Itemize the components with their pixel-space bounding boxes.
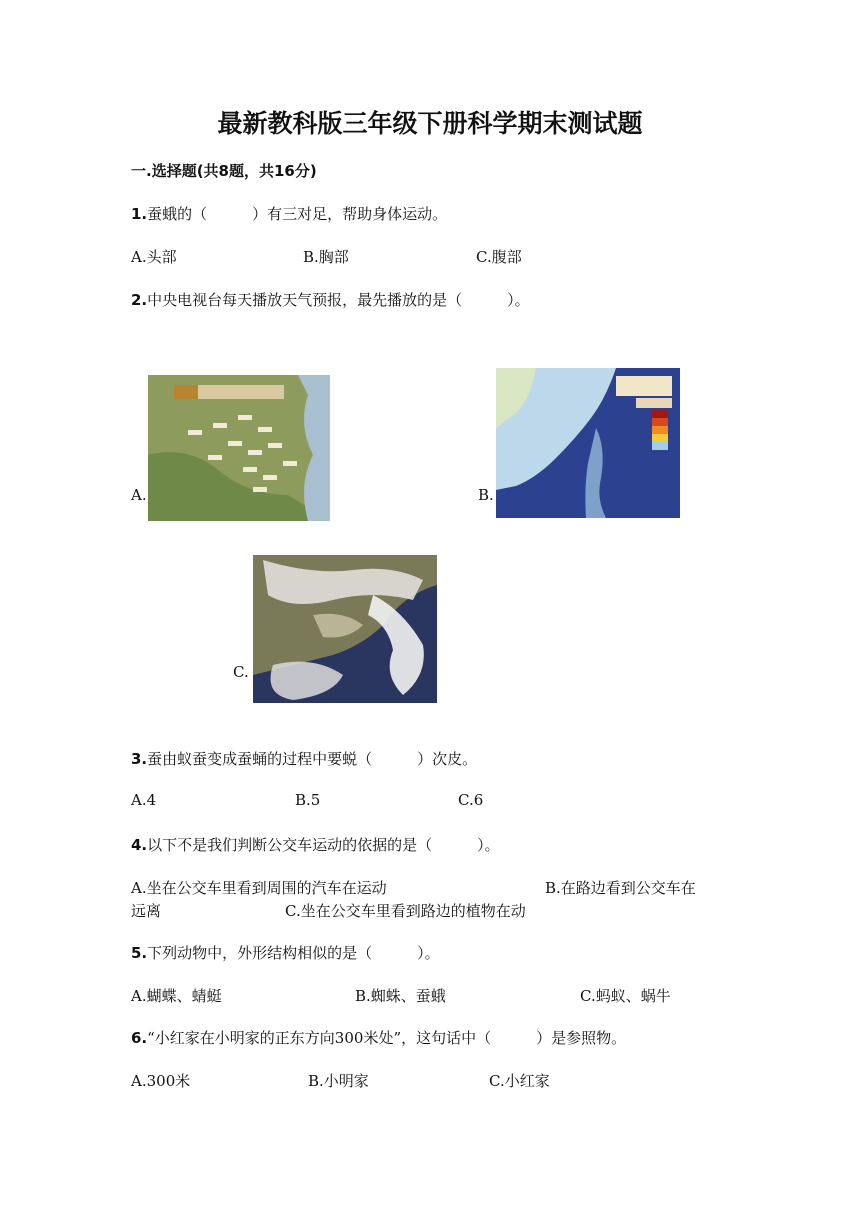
option-6a: A.300米	[131, 1072, 191, 1090]
question-number: 4.	[131, 836, 148, 854]
option-6b: B.小明家	[308, 1072, 369, 1090]
question-number: 3.	[131, 750, 148, 768]
question-text: 以下不是我们判断公交车运动的依据的是（ ）。	[147, 836, 500, 854]
option-2c-label: C.	[233, 663, 249, 681]
question-1	[131, 203, 447, 224]
page-title: 最新教科版三年级下册科学期末测试题	[217, 109, 643, 138]
question-text: 中央电视台每天播放天气预报，最先播放的是（ ）。	[147, 291, 530, 309]
question-text: 蚕由蚁蚕变成蚕蛹的过程中要蜕（ ）次皮。	[147, 750, 478, 768]
option-4a: A.坐在公交车里看到周围的汽车在运动	[131, 879, 387, 897]
question-number: 2.	[131, 291, 148, 309]
option-2a-label: A.	[131, 486, 147, 504]
option-1c: C.腹部	[476, 248, 522, 266]
option-3c: C.6	[458, 791, 484, 809]
weather-map-image-a	[148, 375, 330, 521]
satellite-image-c	[253, 555, 437, 703]
weather-map-image-b	[496, 368, 680, 518]
option-5c: C.蚂蚁、蜗牛	[580, 987, 671, 1005]
option-1b: B.胸部	[303, 248, 349, 266]
option-1a: A.头部	[131, 248, 177, 266]
option-6c: C.小红家	[489, 1072, 550, 1090]
option-2b-label: B.	[478, 486, 494, 504]
question-text: 下列动物中，外形结构相似的是（ ）。	[147, 944, 440, 962]
section-heading: 一.选择题(共8题，共16分)	[131, 162, 317, 180]
option-4b: B.在路边看到公交车在	[545, 879, 696, 897]
option-3a: A.4	[131, 791, 157, 809]
question-4	[131, 834, 500, 855]
question-number: 6.	[131, 1029, 148, 1047]
option-5a: A.蝴蝶、蜻蜓	[131, 987, 222, 1005]
question-text: 蚕蛾的（ ）有三对足，帮助身体运动。	[147, 205, 448, 223]
question-6	[131, 1027, 626, 1048]
question-5	[131, 942, 440, 963]
question-2	[131, 289, 530, 310]
option-4b-continued: 远离	[131, 902, 162, 920]
question-number: 5.	[131, 944, 148, 962]
question-text: “小红家在小明家的正东方向300米处”，这句话中（ ）是参照物。	[147, 1029, 627, 1047]
question-3	[131, 748, 477, 769]
option-5b: B.蜘蛛、蚕蛾	[355, 987, 446, 1005]
question-number: 1.	[131, 205, 148, 223]
option-3b: B.5	[295, 791, 321, 809]
option-4c: C.坐在公交车里看到路边的植物在动	[285, 902, 526, 920]
